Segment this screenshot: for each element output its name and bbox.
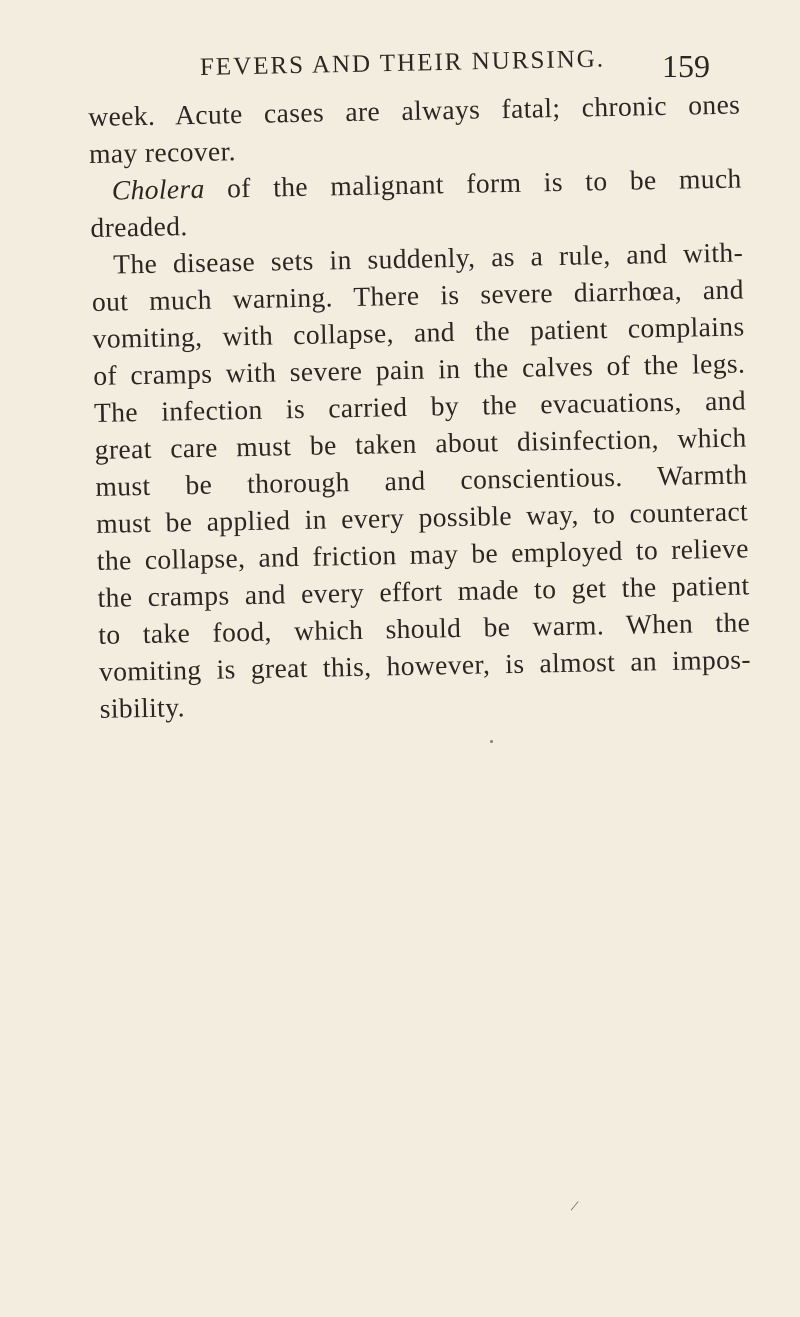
- text-line: out much warning. There is severe diarrhœa, and: [91, 273, 745, 317]
- running-head: [199, 45, 740, 88]
- text-line: The infection is carried by the evacuations, and: [93, 384, 747, 428]
- text-line: must be applied in every possible way, to counteract: [95, 495, 749, 539]
- text-fragment: of the malignant form is to be much: [226, 162, 742, 204]
- text-line: vomiting is great this, however, is almost an impos-: [98, 643, 752, 687]
- margin-pencil-mark: /: [569, 1197, 580, 1216]
- paper-speck: [490, 740, 493, 743]
- running-head-title: FEVERS AND THEIR NURSING.: [199, 45, 606, 81]
- page-number: 159: [662, 48, 710, 84]
- text-line: the cramps and every effort made to get the patient: [97, 569, 750, 613]
- text-line: vomiting, with collapse, and the patient complains: [92, 310, 745, 354]
- text-line: to take food, which should be warm. When the: [98, 606, 751, 650]
- text-line: great care must be taken about disinfection, which: [94, 421, 747, 465]
- text-line: the collapse, and friction may be employed to relieve: [96, 532, 750, 576]
- text-line: The disease sets in suddenly, as a rule, and with-: [112, 236, 744, 280]
- text-line: sibility.: [99, 691, 186, 724]
- text-line: may recover.: [88, 135, 237, 169]
- text-line: week. Acute cases are always fatal; chronic ones: [88, 88, 741, 132]
- body-text: [88, 85, 752, 726]
- italic-term-cholera: Cholera: [111, 172, 206, 206]
- text-line: must be thorough and conscientious. Warmth: [95, 458, 748, 502]
- text-line: dreaded.: [90, 210, 188, 243]
- text-line: of cramps with severe pain in the calves of the legs.: [93, 347, 746, 391]
